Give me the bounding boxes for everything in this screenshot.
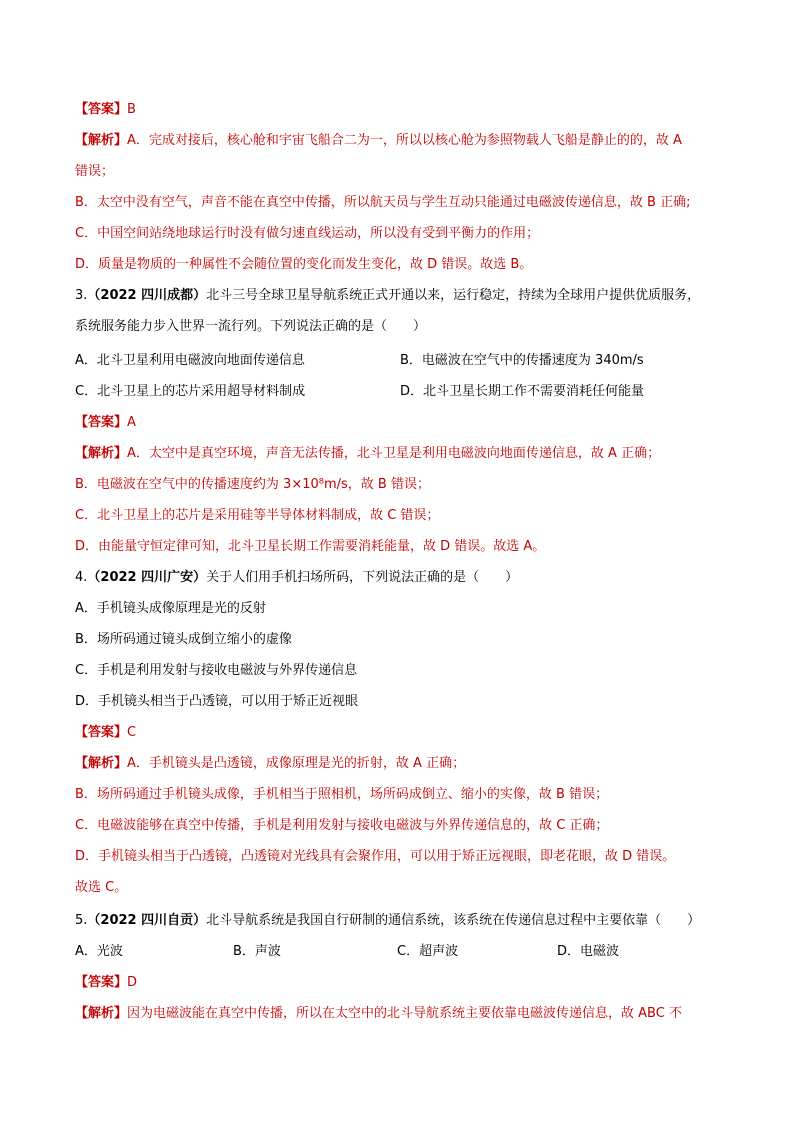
question-4-stem bbox=[75, 567, 725, 589]
analysis-line bbox=[75, 443, 725, 465]
option-b: B．场所码通过镜头成倒立缩小的虚像 bbox=[75, 632, 292, 647]
options-row bbox=[75, 350, 725, 372]
answer-label: 【答案】 bbox=[75, 975, 128, 990]
options-row bbox=[75, 381, 725, 403]
analysis-text: C．电磁波能够在真空中传播，手机是利用发射与接收电磁波与外界传递信息的，故 C 正确； bbox=[75, 818, 609, 833]
question-5-stem bbox=[75, 910, 725, 932]
option-c: C．手机是利用发射与接收电磁波与外界传递信息 bbox=[75, 663, 358, 678]
question-3-stem bbox=[75, 285, 725, 307]
answer-line bbox=[75, 722, 725, 744]
option-a: A．手机镜头成像原理是光的反射 bbox=[75, 601, 266, 616]
analysis-text: 错误； bbox=[75, 164, 115, 179]
answer-line bbox=[75, 412, 725, 434]
option-b: B．声波 bbox=[233, 944, 281, 959]
question-source: （2022 四川成都） bbox=[87, 288, 207, 303]
answer-line bbox=[75, 99, 725, 121]
analysis-text: C．北斗卫星上的芯片是采用硅等半导体材料制成，故 C 错误； bbox=[75, 508, 440, 523]
option-c: C．北斗卫星上的芯片采用超导材料制成 bbox=[75, 384, 306, 399]
analysis-text: A．完成对接后，核心舱和宇宙飞船合二为一，所以以核心舱为参照物载人飞船是静止的的，故 A bbox=[127, 133, 682, 148]
answer-value: C bbox=[127, 725, 137, 740]
analysis-line bbox=[75, 753, 725, 775]
question-source: （2022 四川广安） bbox=[87, 570, 207, 585]
question-text: 北斗导航系统是我国自行研制的通信系统，该系统在传递信息过程中主要依靠（ ） bbox=[206, 913, 701, 928]
analysis-label: 【解析】 bbox=[75, 133, 128, 148]
options-row bbox=[75, 941, 725, 963]
analysis-label: 【解析】 bbox=[75, 446, 128, 461]
question-number: 3. bbox=[75, 288, 88, 303]
option-d: D．手机镜头相当于凸透镜，可以用于矫正近视眼 bbox=[75, 694, 359, 709]
question-number: 5. bbox=[75, 913, 88, 928]
question-source: （2022 四川自贡） bbox=[87, 913, 207, 928]
option-a: A．光波 bbox=[75, 944, 123, 959]
analysis-line bbox=[75, 130, 725, 152]
analysis-text: A．手机镜头是凸透镜，成像原理是光的折射，故 A 正确； bbox=[127, 756, 466, 771]
analysis-label: 【解析】 bbox=[75, 1006, 128, 1021]
analysis-text: D．由能量守恒定律可知，北斗卫星长期工作需要消耗能量，故 D 错误。故选 A。 bbox=[75, 539, 546, 554]
analysis-text: C．中国空间站绕地球运行时没有做匀速直线运动，所以没有受到平衡力的作用； bbox=[75, 226, 540, 241]
answer-line bbox=[75, 972, 725, 994]
analysis-text: B．电磁波在空气中的传播速度约为 3×10⁸m/s，故 B 错误； bbox=[75, 477, 430, 492]
question-number: 4. bbox=[75, 570, 88, 585]
option-d: D．电磁波 bbox=[557, 944, 620, 959]
analysis-line bbox=[75, 1003, 725, 1025]
option-d: D．北斗卫星长期工作不需要消耗任何能量 bbox=[400, 384, 645, 399]
answer-label: 【答案】 bbox=[75, 102, 128, 117]
answer-value: A bbox=[127, 415, 136, 430]
question-text: 系统服务能力步入世界一流行列。下列说法正确的是（ ） bbox=[75, 319, 427, 334]
analysis-label: 【解析】 bbox=[75, 756, 128, 771]
option-a: A．北斗卫星利用电磁波向地面传递信息 bbox=[75, 353, 305, 368]
analysis-text: A．太空中是真空环境，声音无法传播，北斗卫星是利用电磁波向地面传递信息，故 A 正确； bbox=[127, 446, 661, 461]
analysis-text: D．质量是物质的一种属性不会随位置的变化而发生变化，故 D 错误。故选 B。 bbox=[75, 257, 533, 272]
answer-label: 【答案】 bbox=[75, 725, 128, 740]
analysis-text: B．场所码通过手机镜头成像，手机相当于照相机，场所码成倒立、缩小的实像，故 B 错误； bbox=[75, 787, 609, 802]
option-c: C．超声波 bbox=[397, 944, 459, 959]
question-text: 关于人们用手机扫场所码，下列说法正确的是（ ） bbox=[206, 570, 519, 585]
analysis-text: 故选 C。 bbox=[75, 880, 128, 895]
option-b: B．电磁波在空气中的传播速度为 340m/s bbox=[400, 353, 644, 368]
analysis-text: B．太空中没有空气，声音不能在真空中传播，所以航天员与学生互动只能通过电磁波传递信息，故 B 正确; bbox=[75, 195, 691, 210]
analysis-text: 因为电磁波能在真空中传播，所以在太空中的北斗导航系统主要依靠电磁波传递信息，故 ABC 不 bbox=[127, 1006, 682, 1021]
answer-value: D bbox=[127, 975, 138, 990]
question-text: 北斗三号全球卫星导航系统正式开通以来，运行稳定，持续为全球用户提供优质服务， bbox=[206, 288, 701, 303]
analysis-text: D．手机镜头相当于凸透镜，凸透镜对光线具有会聚作用，可以用于矫正远视眼，即老花眼，故 D 错误。 bbox=[75, 849, 676, 864]
answer-value: B bbox=[127, 102, 136, 117]
answer-label: 【答案】 bbox=[75, 415, 128, 430]
